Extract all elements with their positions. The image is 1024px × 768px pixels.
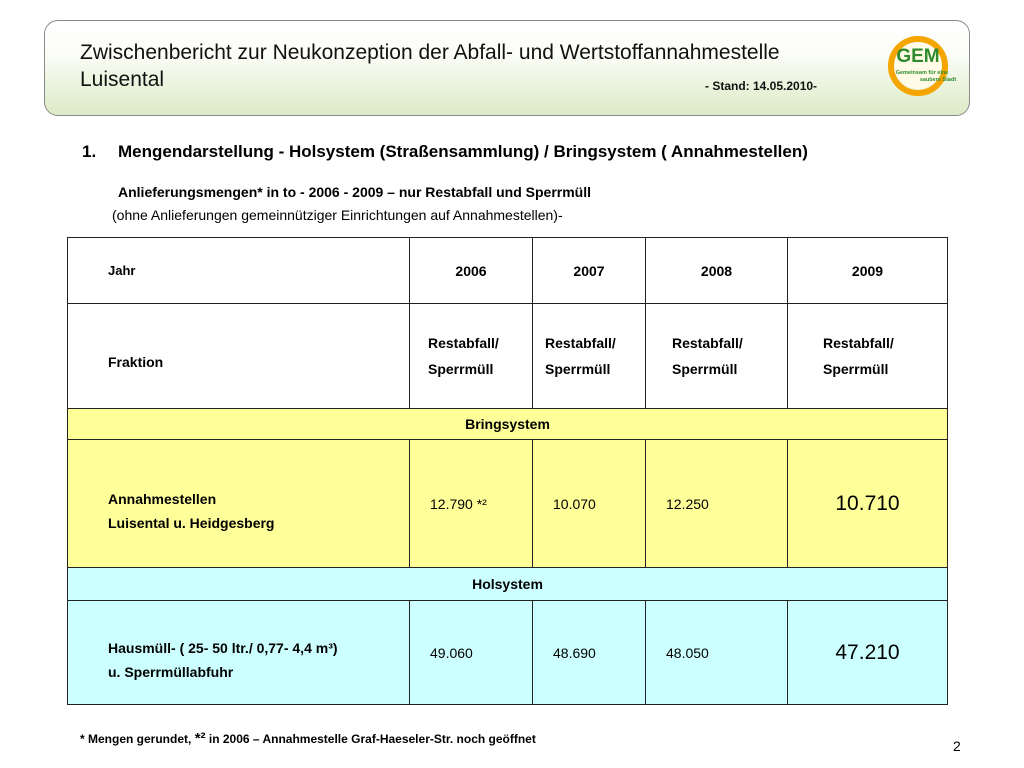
hol-header: Holsystem [68, 568, 948, 601]
section-title: Mengendarstellung - Holsystem (Straßensammlung) / Bringsystem ( Annahmestellen) [118, 142, 808, 161]
fraction-2009-line2: Sperrmüll [823, 361, 889, 377]
table-row-years [68, 238, 948, 304]
table-row-bring-header [68, 409, 948, 440]
year-2008: 2008 [646, 238, 788, 304]
header-stand-date: - Stand: 14.05.2010- [705, 79, 818, 93]
hol-row-label-2: u. Sperrmüllabfuhr [108, 663, 234, 680]
fraction-2007 [533, 304, 646, 409]
logo-text: GEM [896, 46, 940, 67]
footnote-part1: * Mengen gerundet, [80, 732, 195, 746]
bring-row-label-1: Annahmestellen [108, 490, 217, 507]
hol-value-2009: 47.210 [788, 601, 948, 705]
bring-value-2008: 12.250 [646, 440, 788, 568]
fraction-2008-line2: Sperrmüll [672, 361, 738, 377]
fraction-2006-line1: Restabfall/ [428, 335, 499, 351]
bring-header: Bringsystem [68, 409, 948, 440]
fraction-2006 [410, 304, 533, 409]
table-row-hol-header [68, 568, 948, 601]
hol-value-2006: 49.060 [410, 601, 533, 705]
logo-tagline-2: saubere Stadt [919, 77, 957, 83]
bring-value-2006: 12.790 *² [410, 440, 533, 568]
section-note: (ohne Anlieferungen gemeinnütziger Einrichtungen auf Annahmestellen)- [112, 207, 563, 223]
hol-value-2008: 48.050 [646, 601, 788, 705]
table-row-hol [68, 601, 948, 705]
footnote-part2: in 2006 – Annahmestelle Graf-Haeseler-Str. noch geöffnet [205, 732, 536, 746]
section-heading [82, 142, 808, 162]
bring-value-2009: 10.710 [788, 440, 948, 568]
table-row-bring [68, 440, 948, 568]
fraction-2008 [646, 304, 788, 409]
hol-row-label [68, 601, 410, 705]
fraction-2008-line1: Restabfall/ [672, 335, 743, 351]
logo-tagline-1: Gemeinsam für eine [895, 70, 949, 76]
fraction-label: Fraktion [68, 304, 410, 409]
fraction-2009-line1: Restabfall/ [823, 335, 894, 351]
header-banner [44, 20, 970, 116]
bring-value-2007: 10.070 [533, 440, 646, 568]
fraction-2009 [788, 304, 948, 409]
page-number: 2 [953, 738, 961, 754]
hol-value-2007: 48.690 [533, 601, 646, 705]
year-2006: 2006 [410, 238, 533, 304]
year-label: Jahr [68, 238, 410, 304]
header-title-line2: Luisental [80, 68, 165, 91]
year-2009: 2009 [788, 238, 948, 304]
footnote-mark: *² [194, 730, 206, 747]
fraction-2007-line2: Sperrmüll [545, 361, 611, 377]
hol-row-label-1: Hausmüll- ( 25- 50 ltr./ 0,77- 4,4 m³) [108, 639, 338, 656]
header-title-line1: Zwischenbericht zur Neukonzeption der Abfall- und Wertstoffannahmestelle [80, 41, 780, 64]
section-number: 1. [82, 142, 97, 161]
bring-row-label [68, 440, 410, 568]
bring-row-label-2: Luisental u. Heidgesberg [108, 514, 275, 531]
section-subtitle: Anlieferungsmengen* in to - 2006 - 2009 – nur Restabfall und Sperrmüll [118, 184, 591, 200]
gem-logo [882, 32, 962, 102]
quantities-table [67, 237, 948, 705]
table-row-fraction [68, 304, 948, 409]
footnote [80, 730, 536, 747]
fraction-2007-line1: Restabfall/ [545, 335, 616, 351]
year-2007: 2007 [533, 238, 646, 304]
fraction-2006-line2: Sperrmüll [428, 361, 494, 377]
